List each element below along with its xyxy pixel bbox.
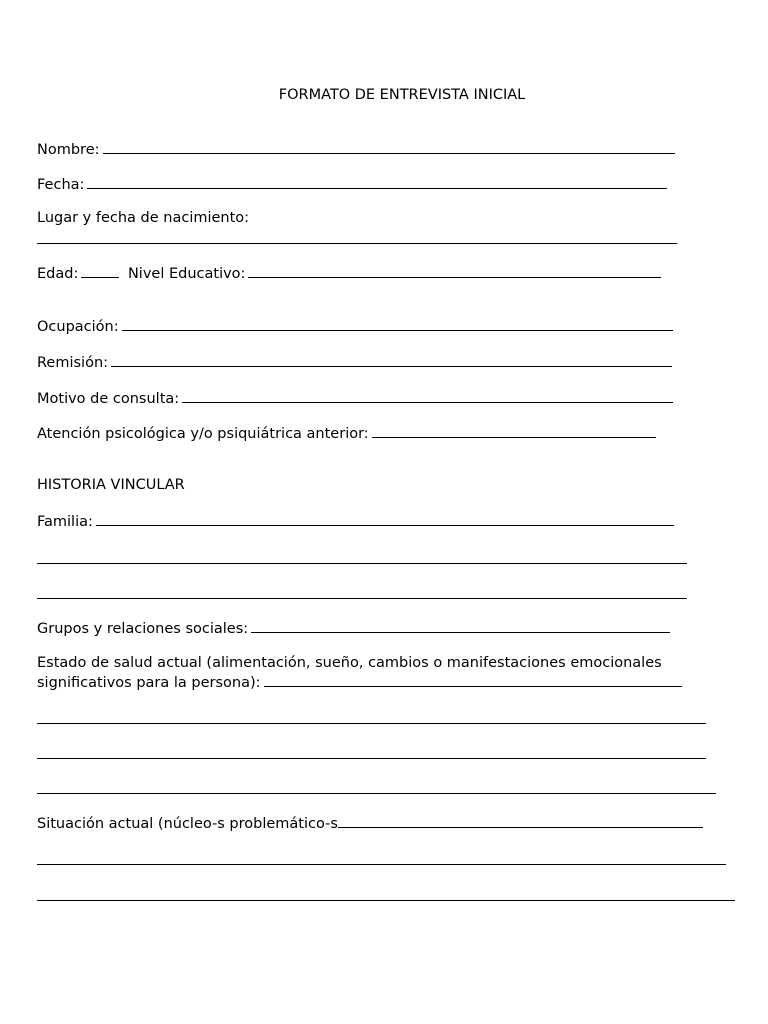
familia-label: Familia: [37,514,93,530]
nombre-row [37,140,675,159]
edad-label: Edad: [37,266,79,282]
edad-row [37,264,661,283]
motivo-consulta-label: Motivo de consulta: [37,391,180,407]
situacion-actual-field[interactable] [338,814,703,828]
atencion-anterior-row [37,424,656,443]
motivo-consulta-field[interactable] [182,389,673,403]
remision-field[interactable] [111,353,672,367]
grupos-row [37,619,670,638]
nivel-educativo-field[interactable] [248,264,661,278]
nivel-educativo-label: Nivel Educativo: [127,266,246,282]
edad-field[interactable] [81,264,119,278]
motivo-consulta-row [37,389,673,408]
estado-salud-field[interactable] [264,673,682,687]
lugar-fecha-nacimiento-label: Lugar y fecha de nacimiento: [37,210,250,226]
atencion-anterior-field[interactable] [372,424,656,438]
historia-vincular-heading: HISTORIA VINCULAR [37,477,185,493]
situacion-actual-row [37,814,703,833]
nombre-field[interactable] [103,140,675,154]
estado-salud-row [37,673,682,692]
estado-salud-label-line-1: Estado de salud actual (alimentación, sueño, cambios o manifestaciones emocionales [37,655,662,671]
estado-salud-label-line-2: significativos para la persona): [37,675,261,691]
ocupacion-label: Ocupación: [37,319,119,335]
form-title: FORMATO DE ENTREVISTA INICIAL [278,87,526,103]
remision-label: Remisión: [37,355,109,371]
grupos-label: Grupos y relaciones sociales: [37,621,249,637]
estado-salud-field-line-3[interactable] [37,758,706,759]
familia-field-line-2[interactable] [37,563,687,564]
remision-row [37,353,672,372]
situacion-actual-field-line-2[interactable] [37,864,726,865]
familia-row [37,512,674,531]
estado-salud-field-line-2[interactable] [37,723,706,724]
nombre-label: Nombre: [37,142,100,158]
lugar-fecha-nacimiento-field[interactable] [37,243,677,244]
ocupacion-field[interactable] [122,317,673,331]
atencion-anterior-label: Atención psicológica y/o psiquiátrica anterior: [37,426,369,442]
ocupacion-row [37,317,673,336]
fecha-row [37,175,667,194]
familia-field[interactable] [96,512,674,526]
fecha-label: Fecha: [37,177,85,193]
estado-salud-field-line-4[interactable] [37,793,716,794]
situacion-actual-field-line-3[interactable] [37,900,735,901]
familia-field-line-3[interactable] [37,598,687,599]
situacion-actual-label: Situación actual (núcleo-s problemático-s [37,816,338,832]
fecha-field[interactable] [87,175,667,189]
grupos-field[interactable] [251,619,670,633]
